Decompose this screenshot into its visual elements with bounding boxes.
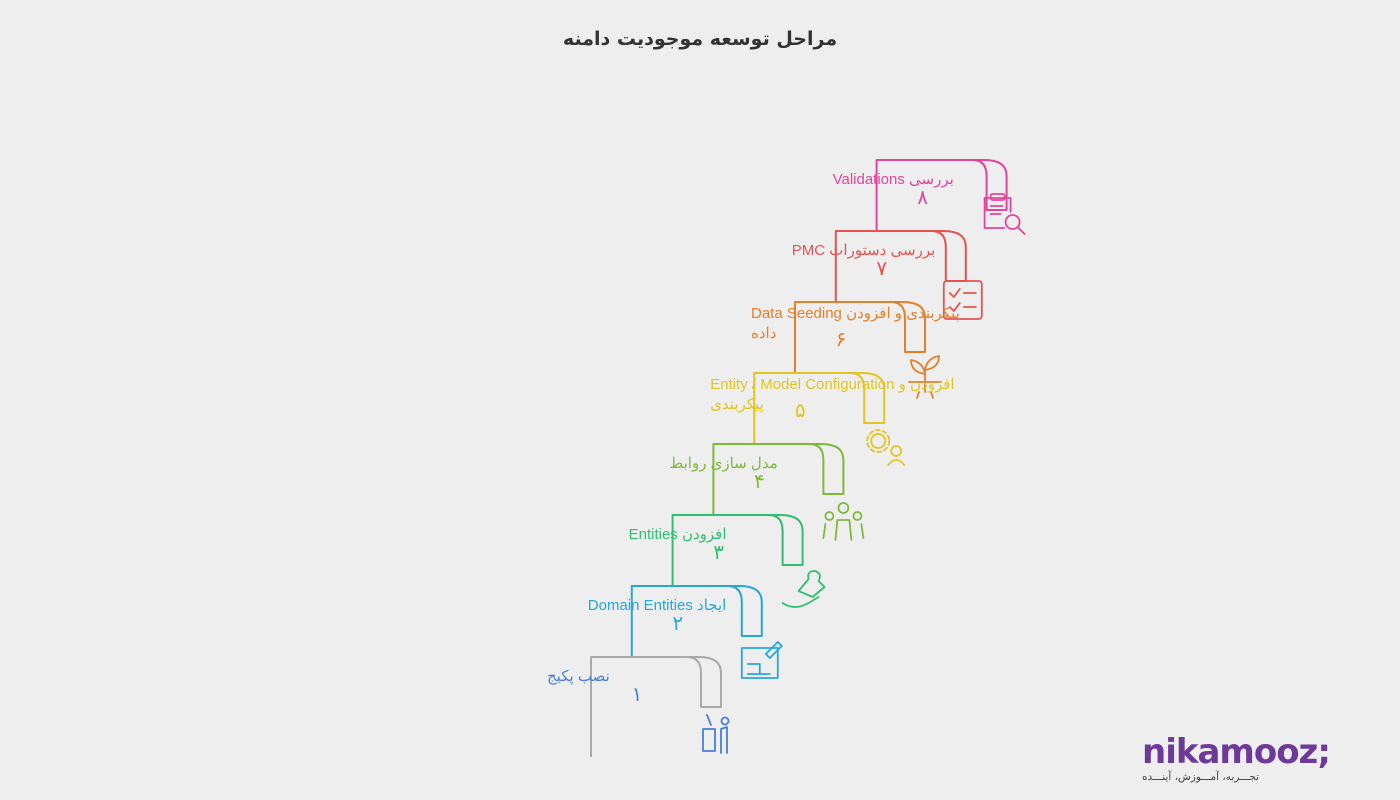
blueprint-edit-icon xyxy=(742,642,782,678)
step-5-number: ۵ xyxy=(794,398,806,422)
step-1-label: نصب پکیج xyxy=(547,668,610,685)
step-8-label: بررسی Validations xyxy=(832,171,954,188)
step-2-label: ایجاد Domain Entities xyxy=(587,597,727,614)
step-6-label: داده xyxy=(751,325,777,342)
step-1 xyxy=(547,657,729,757)
logo-tagline: تجـــربه، آمـــوزش، آینـــده xyxy=(1142,771,1260,783)
step-6-number: ۶ xyxy=(835,327,847,351)
step-3-label: افزودن Entities xyxy=(628,526,727,543)
nikamooz-logo xyxy=(1142,734,1342,786)
step-8-number: ۸ xyxy=(917,185,928,209)
step-6-label: پیکربندی و افزودن Data Seeding xyxy=(751,305,960,322)
puzzle-hand-icon xyxy=(783,571,825,607)
step-7-number: ۷ xyxy=(876,256,888,280)
diagram-title: مراحل توسعه موجودیت دامنه xyxy=(562,28,838,50)
step-4-number: ۴ xyxy=(754,469,765,493)
presenter-icon xyxy=(703,715,729,753)
step-4-label: مدل سازی روابط xyxy=(669,455,778,472)
step-2-number: ۲ xyxy=(672,611,684,635)
step-5-label: افزودن و Entity / Model Configuration xyxy=(710,376,955,393)
step-1-number: ۱ xyxy=(631,682,643,706)
gear-worker-icon xyxy=(867,430,904,465)
step-3-number: ۳ xyxy=(713,540,724,564)
step-7-label: بررسی دستورات PMC xyxy=(791,242,936,259)
clipboard-search-icon xyxy=(985,194,1025,234)
step-5-label: پیکربندی xyxy=(710,396,764,413)
team-network-icon xyxy=(823,503,863,540)
logo-wordmark: nikamooz; xyxy=(1142,732,1330,772)
